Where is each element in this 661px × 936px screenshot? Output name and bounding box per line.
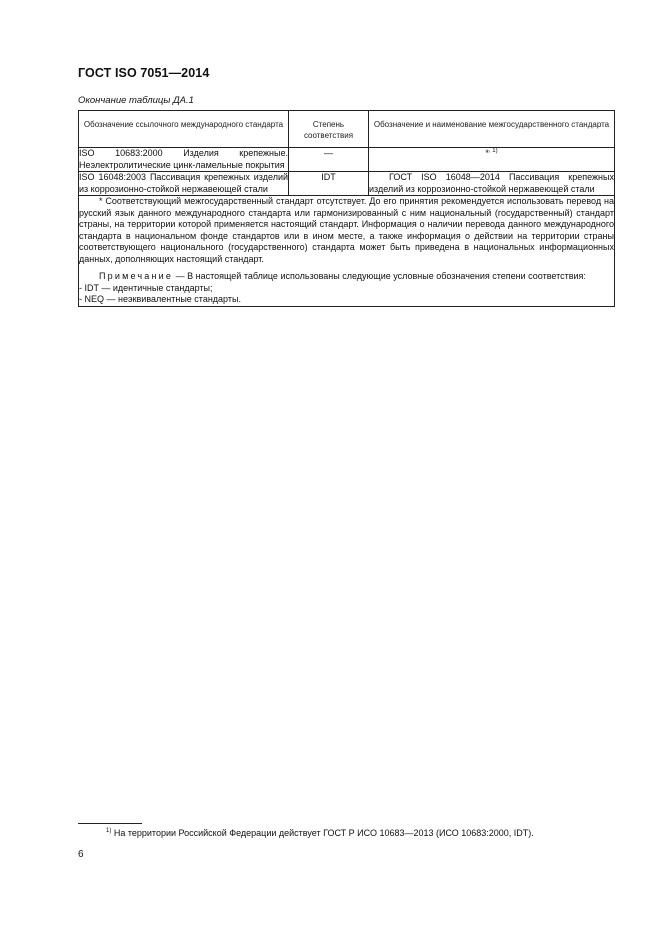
list-item: - IDT — идентичные стандарты;: [79, 282, 213, 293]
footnote-text: На территории Российской Федерации действует ГОСТ Р ИСО 10683—2013 (ИСО 10683:2000, IDT).: [113, 828, 534, 838]
list-item: - NEQ — неэквивалентные стандарты.: [79, 294, 241, 304]
table-caption: Окончание таблицы ДА.1: [78, 95, 194, 106]
footnote-marker: 1): [106, 828, 112, 834]
table-note: [79, 271, 614, 283]
table-header-row: [79, 111, 615, 148]
note-label: Примечание: [99, 271, 174, 281]
table-row: [79, 172, 615, 196]
document-title: ГОСТ ISO 7051—2014: [78, 66, 210, 80]
table-row: [79, 148, 615, 172]
note-list: [79, 283, 614, 306]
cell-degree: IDT: [289, 172, 369, 196]
table-footer-notes: [79, 196, 615, 307]
column-header-interstate-standard: Обозначение и наименование межгосударственного стандарта: [369, 111, 615, 148]
footnote-ref: , 1): [488, 148, 498, 154]
cell-international-standard: ISO 16048:2003 Пассивация крепежных изделий из коррозионно-стойкой нержавеющей стали: [79, 172, 288, 194]
star-mark: *: [485, 148, 489, 158]
page-number: 6: [78, 849, 84, 860]
column-header-degree: Степень соответствия: [289, 111, 369, 148]
cell-international-standard: ISO 10683:2000 Изделия крепежные. Неэлектролитические цинк-ламельные покрытия: [79, 148, 288, 170]
cell-degree: —: [289, 148, 369, 172]
footnote-divider: [78, 823, 142, 824]
footnote: [106, 828, 534, 839]
table-footer-row: [79, 196, 615, 307]
note-text: — В настоящей таблице использованы следующие условные обозначения степени соответствия:: [175, 271, 586, 281]
column-header-international-standard: Обозначение ссылочного международного стандарта: [79, 111, 289, 148]
reference-standards-table: [78, 110, 615, 307]
cell-interstate-standard: ГОСТ ISO 16048—2014 Пассивация крепежных изделий из коррозионно-стойкой нержавеющей стали: [369, 172, 614, 194]
cell-interstate-standard: [369, 148, 615, 172]
star-note: * Соответствующий межгосударственный стандарт отсутствует. До его принятия рекомендуется использовать перевод на русский язык данного международного стандарта или гармонизированный с ним национальный (государственный) стандарт страны, на территории которой применяется настоящий стандарт. Информация о наличии перевода данного международного стандарта в национальном фонде стандартов или в ином месте, а также информация о действии на территории страны соответствующего национального (государственного) стандарта может быть приведена в национальных информационных данных, дополняющих настоящий стандарт.: [79, 196, 614, 264]
